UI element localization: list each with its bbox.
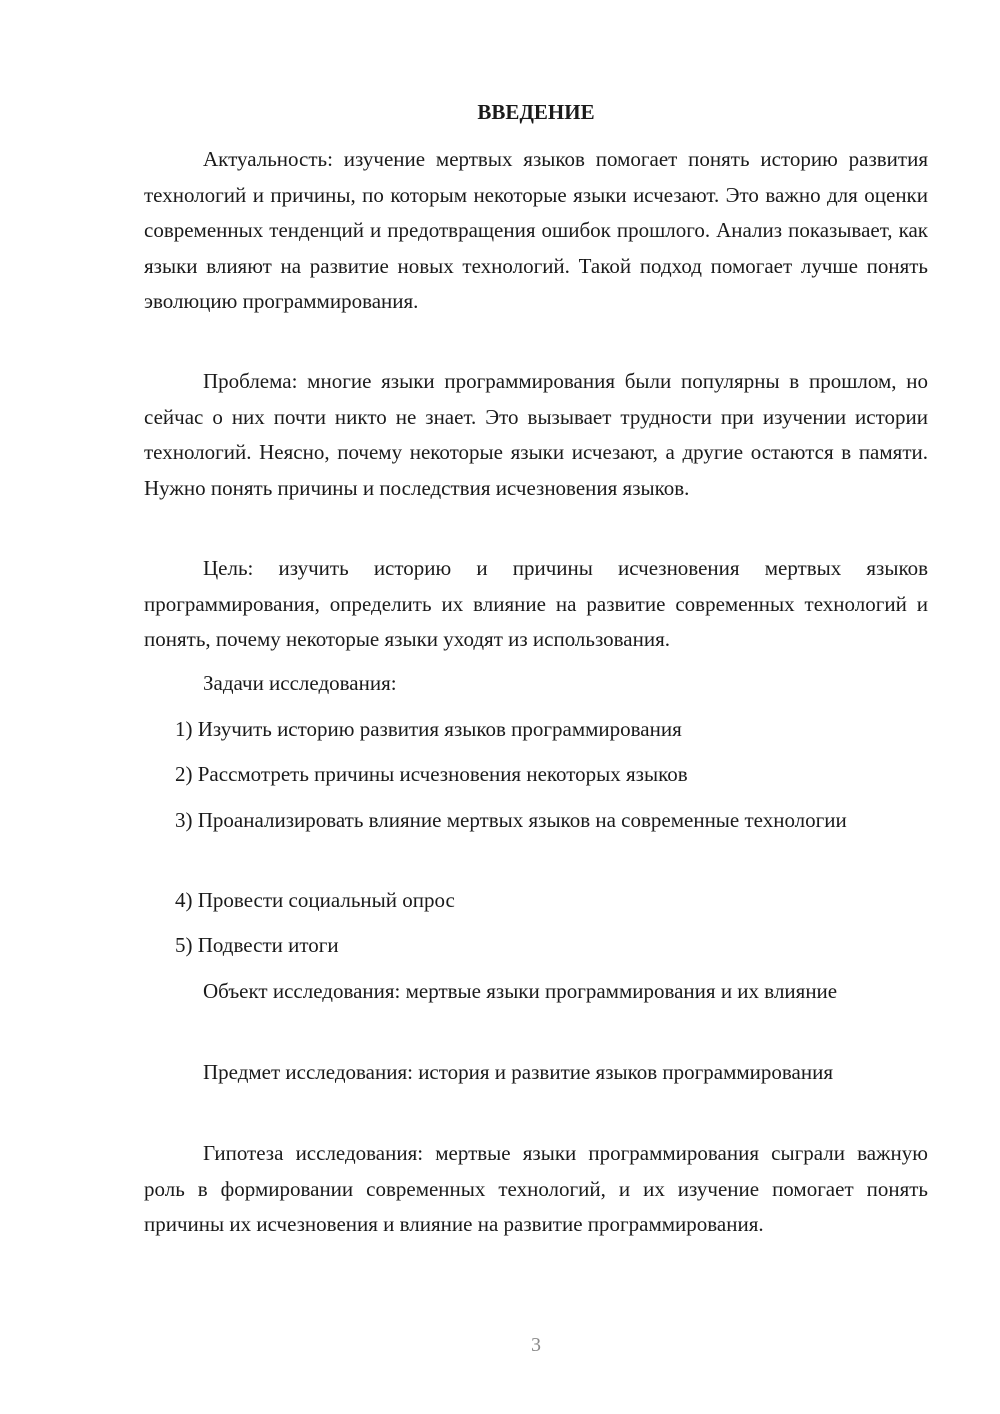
page-number: 3 [531,1334,541,1356]
task-item-3: 3) Проанализировать влияние мертвых языков на современные технологии [175,808,847,832]
paragraph-subject: Предмет исследования: история и развитие языков программирования [203,1060,833,1084]
paragraph-object: Объект исследования: мертвые языки программирования и их влияние [203,979,838,1003]
section-title: ВВЕДЕНИЕ [477,100,595,124]
task-item-2: 2) Рассмотреть причины исчезновения некоторых языков [175,762,688,786]
task-item-5: 5) Подвести итоги [175,933,339,957]
paragraph-problem: Проблема: многие языки программирования были популярны в прошлом, но сейчас о них почти никто не знает. Это вызывает трудности при изучении истории технологий. Неясно, почему некоторые языки исчезают, а другие остаются в памяти. Нужно понять причины и последствия исчезновения языков. [144,369,928,500]
task-item-1: 1) Изучить историю развития языков программирования [175,717,682,741]
paragraph-goal: Цель: изучить историю и причины исчезновения мертвых языков программирования, определить их влияние на развитие современных технологий и понять, почему некоторые языки уходят из использования. [144,556,928,651]
task-item-4: 4) Провести социальный опрос [175,888,455,912]
paragraph-relevance: Актуальность: изучение мертвых языков помогает понять историю развития технологий и причины, по которым некоторые языки исчезают. Это важно для оценки современных тенденций и предотвращения ошибок прошлого. Анализ показывает, как языки влияют на развитие новых технологий. Такой подход помогает лучше понять эволюцию программирования. [144,147,928,313]
document-page [144,0,928,1414]
paragraph-tasks-heading: Задачи исследования: [203,671,397,695]
paragraph-hypothesis: Гипотеза исследования: мертвые языки программирования сыграли важную роль в формировании современных технологий, и их изучение помогает понять причины их исчезновения и влияние на развитие программирования. [144,1141,928,1236]
